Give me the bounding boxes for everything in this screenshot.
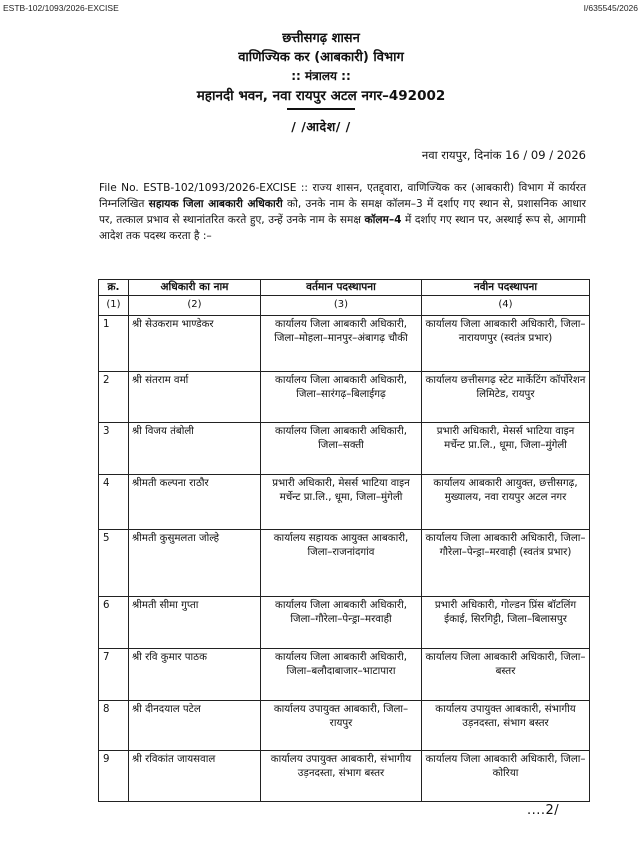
row-current-posting: कार्यालय जिला आबकारी अधिकारी, जिला–गौरेला–पेन्ड्रा–मरवाही bbox=[261, 597, 422, 649]
row-new-posting: कार्यालय जिला आबकारी अधिकारी, जिला–बस्तर bbox=[422, 649, 590, 701]
order-text-bold2: कॉलम–4 bbox=[364, 214, 402, 226]
row-new-posting: कार्यालय छत्तीसगढ़ स्टेट मार्केटिंग कॉर्पोरेशन लिमिटेड, रायपुर bbox=[422, 372, 590, 423]
row-current-posting: कार्यालय उपायुक्त आबकारी, संभागीय उड़नदस्ता, संभाग बस्तर bbox=[261, 751, 422, 802]
row-current-posting: कार्यालय जिला आबकारी अधिकारी, जिला–बलौदाबाजार–भाटापारा bbox=[261, 649, 422, 701]
ministry-label: :: मंत्रालय :: bbox=[291, 69, 351, 83]
row-new-posting: कार्यालय जिला आबकारी अधिकारी, जिला–कोरिया bbox=[422, 751, 590, 802]
row-officer-name: श्री सेउकराम भाण्डेकर bbox=[129, 316, 261, 372]
row-new-posting: कार्यालय उपायुक्त आबकारी, संभागीय उड़नदस्ता, संभाग बस्तर bbox=[422, 701, 590, 751]
row-sn: 2 bbox=[99, 372, 129, 423]
row-current-posting: प्रभारी अधिकारी, मेसर्स भाटिया वाइन मर्चेन्ट प्रा.लि., धूमा, जिला–मुंगेली bbox=[261, 475, 422, 530]
file-number-label: ESTB-102/1093/2026-EXCISE bbox=[3, 3, 119, 13]
row-new-posting: कार्यालय आबकारी आयुक्त, छत्तीसगढ़, मुख्यालय, नवा रायपुर अटल नगर bbox=[422, 475, 590, 530]
letterhead bbox=[0, 30, 642, 136]
header-officer-name: अधिकारी का नाम bbox=[129, 280, 261, 296]
inward-number-label: I/635545/2026 bbox=[583, 3, 638, 13]
column-number: (4) bbox=[422, 296, 590, 316]
table-row bbox=[99, 597, 590, 649]
table-row bbox=[99, 372, 590, 423]
row-officer-name: श्रीमती कल्पना राठौर bbox=[129, 475, 261, 530]
order-text-part3: में दर्शाए गए स्थान पर, अस्थाई रूप से, आगामी आदेश तक पदस्थ करता है :– bbox=[99, 214, 586, 242]
column-number-row bbox=[99, 296, 590, 316]
department-name: वाणिज्यिक कर (आबकारी) विभाग bbox=[238, 50, 404, 65]
page-continuation: ....2/ bbox=[527, 803, 560, 818]
order-heading: / /आदेश/ / bbox=[291, 119, 351, 134]
header-new-posting: नवीन पदस्थापना bbox=[422, 280, 590, 296]
row-officer-name: श्री संतराम वर्मा bbox=[129, 372, 261, 423]
row-sn: 5 bbox=[99, 530, 129, 597]
row-sn: 3 bbox=[99, 423, 129, 475]
table-row bbox=[99, 530, 590, 597]
row-officer-name: श्रीमती सीमा गुप्ता bbox=[129, 597, 261, 649]
row-sn: 9 bbox=[99, 751, 129, 802]
transfer-table bbox=[98, 279, 590, 802]
date-line: नवा रायपुर, दिनांक 16 / 09 / 2026 bbox=[421, 148, 586, 162]
table-row bbox=[99, 701, 590, 751]
row-officer-name: श्री रविकांत जायसवाल bbox=[129, 751, 261, 802]
row-officer-name: श्री दीनदयाल पटेल bbox=[129, 701, 261, 751]
column-number: (2) bbox=[129, 296, 261, 316]
table-row bbox=[99, 649, 590, 701]
row-new-posting: कार्यालय जिला आबकारी अधिकारी, जिला–गौरेला–पेन्ड्रा–मरवाही (स्वतंत्र प्रभार) bbox=[422, 530, 590, 597]
row-new-posting: प्रभारी अधिकारी, मेसर्स भाटिया वाइन मर्चेन्ट प्रा.लि., धूमा, जिला–मुंगेली bbox=[422, 423, 590, 475]
row-sn: 8 bbox=[99, 701, 129, 751]
row-current-posting: कार्यालय जिला आबकारी अधिकारी, जिला–सक्ती bbox=[261, 423, 422, 475]
row-current-posting: कार्यालय सहायक आयुक्त आबकारी, जिला–राजनांदगांव bbox=[261, 530, 422, 597]
order-paragraph bbox=[99, 180, 586, 244]
row-officer-name: श्रीमती कुसुमलता जोल्हे bbox=[129, 530, 261, 597]
order-text-part2: को, उनके नाम के समक्ष कॉलम–3 में दर्शाए गए स्थान से, प्रशासनिक आधार पर, तत्काल प्रभाव से स्थानांतरित करते हुए, उन्हें उनके नाम के समक्ष bbox=[99, 198, 586, 226]
row-sn: 6 bbox=[99, 597, 129, 649]
column-number: (3) bbox=[261, 296, 422, 316]
row-current-posting: कार्यालय जिला आबकारी अधिकारी, जिला–सारंगढ़–बिलाईगढ़ bbox=[261, 372, 422, 423]
order-text-part1: File No. ESTB-102/1093/2026-EXCISE :: राज्य शासन, एतद्द्वारा, वाणिज्यिक कर (आबकारी) विभाग में कार्यरत निम्नलिखित bbox=[99, 182, 586, 210]
row-new-posting: कार्यालय जिला आबकारी अधिकारी, जिला–नारायणपुर (स्वतंत्र प्रभार) bbox=[422, 316, 590, 372]
row-sn: 7 bbox=[99, 649, 129, 701]
table-row bbox=[99, 423, 590, 475]
table-row bbox=[99, 751, 590, 802]
header-sn: क्र. bbox=[99, 280, 129, 296]
row-sn: 1 bbox=[99, 316, 129, 372]
order-text-bold1: सहायक जिला आबकारी अधिकारी bbox=[148, 198, 283, 210]
table-row bbox=[99, 316, 590, 372]
address-line: महानदी भवन, नवा रायपुर अटल नगर–492002 bbox=[196, 88, 446, 104]
row-sn: 4 bbox=[99, 475, 129, 530]
row-officer-name: श्री रवि कुमार पाठक bbox=[129, 649, 261, 701]
column-number: (1) bbox=[99, 296, 129, 316]
row-current-posting: कार्यालय जिला आबकारी अधिकारी, जिला–मोहला–मानपुर–अंबागढ़ चौकी bbox=[261, 316, 422, 372]
table-row bbox=[99, 475, 590, 530]
document-topbar bbox=[0, 0, 642, 16]
header-current-posting: वर्तमान पदस्थापना bbox=[261, 280, 422, 296]
row-current-posting: कार्यालय उपायुक्त आबकारी, जिला–रायपुर bbox=[261, 701, 422, 751]
row-officer-name: श्री विजय तंबोली bbox=[129, 423, 261, 475]
header-divider bbox=[287, 108, 355, 110]
government-name: छत्तीसगढ़ शासन bbox=[282, 31, 360, 46]
table-header-row bbox=[99, 280, 590, 296]
row-new-posting: प्रभारी अधिकारी, गोल्डन प्रिंस बॉटलिंग ईकाई, सिरगिट्टी, जिला–बिलासपुर bbox=[422, 597, 590, 649]
